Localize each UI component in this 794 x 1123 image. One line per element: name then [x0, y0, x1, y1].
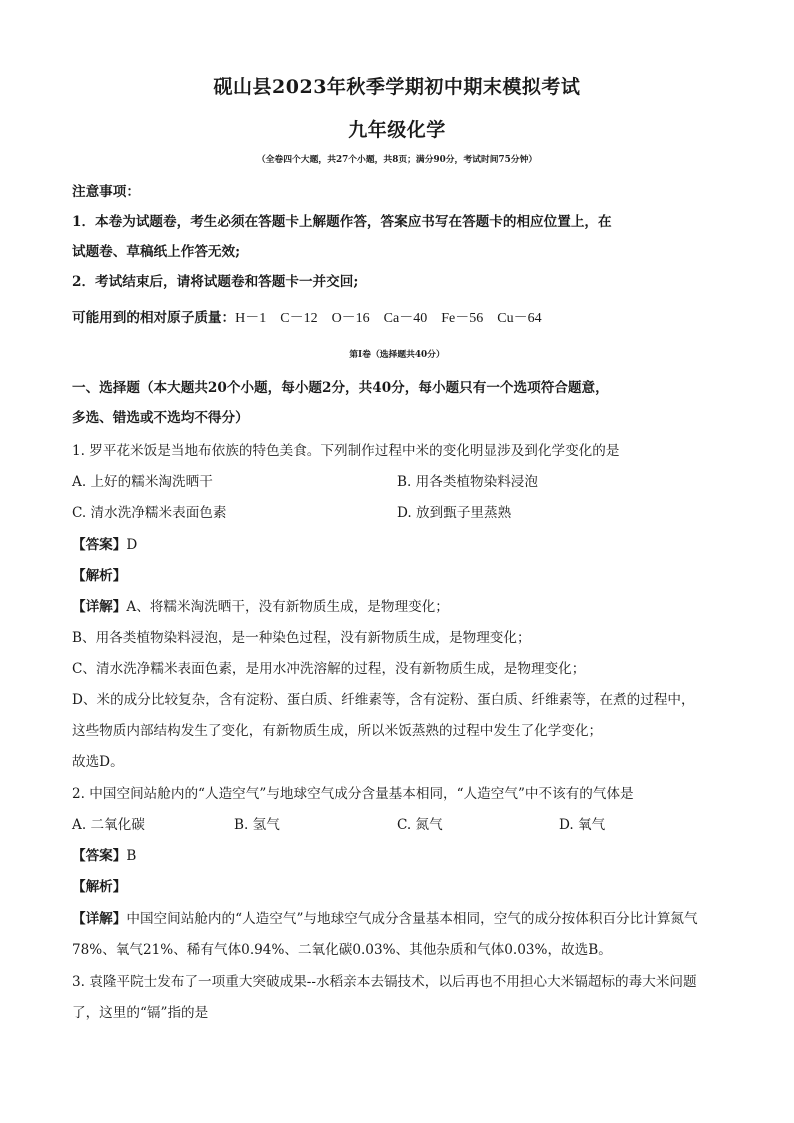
q1-detail-1	[72, 597, 732, 617]
q2-answer-value: B	[126, 848, 137, 864]
notice-item-2: 2．考试结束后，请将试题卷和答题卡一并交回;	[72, 274, 359, 290]
q1-detail-5: 这些物质内部结构发生了变化，有新物质生成，所以米饭蒸熟的过程中发生了化学变化；	[72, 723, 603, 739]
atomic-mass-label: 可能用到的相对原子质量：	[72, 310, 236, 326]
exam-info: （全卷四个大题，共27个小题，共8页；满分90分，考试时间75分钟）	[256, 155, 538, 165]
q2-detail-2: 78%、氧气21%、稀有气体0.94%、二氧化碳0.03%、其他杂质和气体0.03%，故选B。	[72, 942, 612, 958]
q1-option-c: C. 清水洗净糯米表面色素	[72, 505, 227, 521]
part1-heading-line-1: 一、选择题（本大题共20个小题，每小题2分，共40分，每小题只有一个选项符合题意，	[72, 380, 609, 396]
q2-answer	[72, 846, 732, 866]
q2-detail-1-text: 中国空间站舱内的“人造空气”与地球空气成分含量基本相同，空气的成分按体积百分比计算氮气	[126, 911, 698, 927]
part1-heading-line-2: 多选、错选或不选均不得分）	[72, 410, 249, 426]
q2-detail-tag: 【详解】	[72, 911, 127, 927]
atomic-mass-line	[72, 308, 732, 329]
q1-answer-value: D	[126, 537, 138, 553]
q3-stem-line-1: 3. 袁隆平院士发布了一项重大突破成果--水稻亲本去镉技术，以后再也不用担心大米镉超标的毒大米问题	[72, 974, 697, 990]
q1-answer	[72, 535, 732, 555]
notice-item-1-line-1: 1．本卷为试题卷，考生必须在答题卡上解题作答，答案应书写在答题卡的相应位置上，在	[72, 214, 612, 230]
q1-detail-4: D、米的成分比较复杂，含有淀粉、蛋白质、纤维素等，含有淀粉、蛋白质、纤维素等，在煮的过程中，	[72, 692, 695, 708]
q2-stem: 2. 中国空间站舱内的“人造空气”与地球空气成分含量基本相同，“人造空气”中不该有的气体是	[72, 786, 634, 802]
q1-option-b: B. 用各类植物染料浸泡	[397, 474, 538, 490]
notice-heading: 注意事项：	[72, 184, 140, 200]
q1-detail-1-text: A、将糯米淘洗晒干，没有新物质生成，是物理变化；	[126, 599, 449, 615]
q1-detail-3: C、清水洗净糯米表面色素，是用水冲洗溶解的过程，没有新物质生成，是物理变化；	[72, 661, 586, 677]
q1-detail-tag: 【详解】	[72, 599, 127, 615]
q2-analysis-tag: 【解析】	[72, 879, 127, 895]
q1-stem: 1. 罗平花米饭是当地布依族的特色美食。下列制作过程中米的变化明显涉及到化学变化的是	[72, 443, 620, 459]
q2-option-d: D. 氧气	[559, 817, 606, 833]
q2-option-a: A. 二氧化碳	[72, 817, 145, 833]
volume-title: 第Ⅰ卷（选择题共40分）	[349, 350, 445, 360]
q2-option-c: C. 氮气	[397, 817, 443, 833]
q2-option-b: B. 氢气	[234, 817, 280, 833]
q1-answer-tag: 【答案】	[72, 537, 127, 553]
q1-detail-6: 故选D。	[72, 754, 124, 770]
q1-option-a: A. 上好的糯米淘洗晒干	[72, 474, 213, 490]
exam-title: 砚山县2023年秋季学期初中期末模拟考试	[213, 76, 581, 98]
q2-detail-1	[72, 909, 732, 929]
q2-answer-tag: 【答案】	[72, 848, 127, 864]
subject-title: 九年级化学	[348, 119, 446, 141]
atomic-mass-values: H－1 C－12 O－16 Ca－40 Fe－56 Cu－64	[235, 311, 542, 326]
q1-analysis-tag: 【解析】	[72, 568, 127, 584]
q1-detail-2: B、用各类植物染料浸泡，是一种染色过程，没有新物质生成，是物理变化；	[72, 630, 531, 646]
q1-option-d: D. 放到甄子里蒸熟	[397, 505, 512, 521]
q3-stem-line-2: 了，这里的“镉”指的是	[72, 1005, 209, 1021]
notice-item-1-line-2: 试题卷、草稿纸上作答无效;	[72, 244, 241, 260]
